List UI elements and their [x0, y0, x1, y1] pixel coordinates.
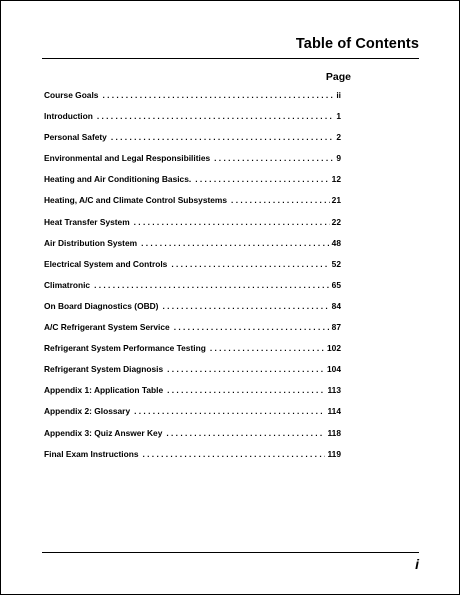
toc-entry-label: Refrigerant System Diagnosis	[44, 364, 164, 375]
toc-entry[interactable]	[44, 449, 341, 470]
toc-entry-label: Appendix 2: Glossary	[44, 406, 131, 417]
toc-entry[interactable]	[44, 153, 341, 174]
toc-entry[interactable]	[44, 111, 341, 132]
toc-entry[interactable]	[44, 132, 341, 153]
toc-entry[interactable]	[44, 406, 341, 427]
toc-entry[interactable]	[44, 90, 341, 111]
toc-entry-page: 12	[331, 174, 341, 185]
toc-entry[interactable]	[44, 301, 341, 322]
toc-entry-label: Refrigerant System Performance Testing	[44, 343, 206, 354]
toc-entry[interactable]	[44, 195, 341, 216]
toc-entry-label: Personal Safety	[44, 132, 107, 143]
toc-entry-page: 21	[331, 195, 341, 206]
page-column-label: Page	[325, 71, 351, 83]
toc-entry[interactable]	[44, 280, 341, 301]
dot-leader	[167, 385, 325, 395]
toc-entry-page: 52	[331, 258, 341, 269]
toc-entry-label: Heating and Air Conditioning Basics.	[44, 174, 192, 185]
toc-entry-label: Environmental and Legal Responsibilities	[44, 153, 211, 164]
toc-entry[interactable]	[44, 428, 341, 449]
toc-entry-page: 2	[336, 132, 341, 143]
dot-leader	[174, 322, 330, 332]
toc-entry-page: 118	[327, 427, 341, 438]
toc-entry[interactable]	[44, 174, 341, 195]
toc-entry-page: 48	[331, 237, 341, 248]
toc-entry-label: Appendix 1: Application Table	[44, 385, 164, 396]
page-number: i	[415, 556, 419, 572]
dot-leader	[102, 90, 334, 100]
dot-leader	[162, 301, 329, 311]
toc-entry-page: 87	[331, 322, 341, 333]
toc-entry-page: 9	[336, 153, 341, 164]
dot-leader	[141, 238, 330, 248]
toc-entry[interactable]	[44, 238, 341, 259]
toc-entry-label: A/C Refrigerant System Service	[44, 322, 170, 333]
toc-entry-page: ii	[336, 90, 341, 100]
toc-entry-label: Course Goals	[44, 90, 99, 100]
toc-entry[interactable]	[44, 217, 341, 238]
toc-entry-page: 65	[331, 279, 341, 290]
footer-rule	[42, 552, 419, 553]
dot-leader	[134, 217, 330, 227]
toc-entry[interactable]	[44, 385, 341, 406]
dot-leader	[134, 406, 325, 416]
header-rule	[42, 58, 419, 59]
page-title: Table of Contents	[295, 36, 419, 52]
dot-leader	[167, 364, 325, 374]
dot-leader	[97, 111, 334, 121]
dot-leader	[166, 428, 325, 438]
toc-entry-label: Final Exam Instructions	[44, 448, 139, 459]
dot-leader	[210, 343, 325, 353]
dot-leader	[111, 132, 334, 142]
dot-leader	[171, 259, 329, 269]
toc-entry-page: 114	[327, 406, 341, 417]
toc-entry[interactable]	[44, 343, 341, 364]
toc-entry-label: Climatronic	[44, 279, 91, 290]
dot-leader	[142, 449, 325, 459]
dot-leader	[94, 280, 330, 290]
toc-entry[interactable]	[44, 322, 341, 343]
toc-entry-page: 1	[336, 111, 341, 122]
toc-entry-page: 102	[327, 343, 341, 354]
toc-entry-label: On Board Diagnostics (OBD)	[44, 300, 159, 311]
toc-entry-label: Heat Transfer System	[44, 216, 130, 227]
toc-entry[interactable]	[44, 364, 341, 385]
toc-entry-label: Heating, A/C and Climate Control Subsystems	[44, 195, 228, 206]
toc-entry-page: 22	[331, 216, 341, 227]
dot-leader	[214, 153, 334, 163]
toc-entry-page: 84	[331, 300, 341, 311]
toc-entry-label: Appendix 3: Quiz Answer Key	[44, 427, 163, 438]
toc-entry-page: 104	[327, 364, 341, 375]
toc-entry-label: Introduction	[44, 111, 93, 122]
toc-entry-page: 113	[327, 385, 341, 396]
toc-entry-label: Air Distribution System	[44, 237, 138, 248]
toc-entry[interactable]	[44, 259, 341, 280]
toc-entry-page: 119	[327, 448, 341, 459]
table-of-contents	[44, 90, 341, 470]
dot-leader	[195, 174, 329, 184]
toc-entry-label: Electrical System and Controls	[44, 258, 168, 269]
dot-leader	[231, 195, 330, 205]
